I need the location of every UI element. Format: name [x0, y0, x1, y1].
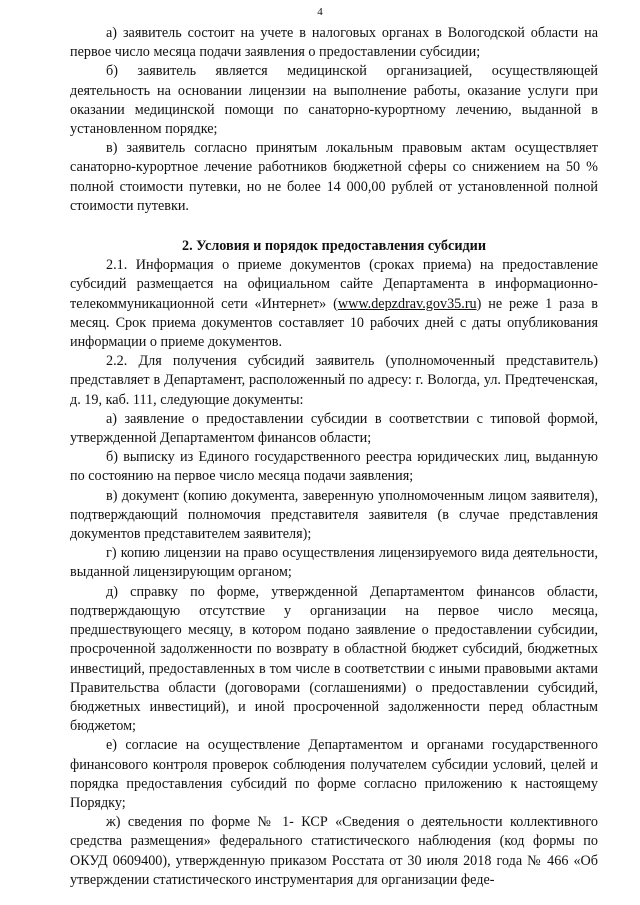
list-item: б) выписку из Единого государственного реестра юридических лиц, выданную по состоянию на первое число месяца подачи заявления; — [70, 449, 598, 485]
paragraph-2-1-text-before: 2.1. Информация о приеме документов (сроках приема) на предоставление субсидий размещается на официальном сайте Департамента в информационно-телекоммуникационной сети «Интернет» ( — [70, 257, 598, 312]
list-item: в) заявитель согласно принятым локальным правовым актам осуществляет санаторно-курортное лечение работников бюджетной сферы со снижением на 50 % полной стоимости путевки, но не более 14 000,00 рублей от установленной полной стоимости путевки. — [70, 140, 598, 214]
list-item: б) заявитель является медицинской организацией, осуществляющей деятельность на основании лицензии на выполнение работы, оказание услуги при оказании медицинской помощи по санаторно-курортному лечению, выданной в установленном порядке; — [70, 63, 598, 138]
list-item: г) копию лицензии на право осуществления лицензируемого вида деятельности, выданной лицензирующим органом; — [70, 545, 598, 581]
list-item: а) заявление о предоставлении субсидии в соответствии с типовой формой, утвержденной Департаментом финансов области; — [70, 410, 598, 447]
paragraph-2-2: 2.2. Для получения субсидий заявитель (уполномоченный представитель) представляет в Департамент, расположенный по адресу: г. Вологда, ул. Предтеченская, д. 19, каб. 111, следующие документы: — [70, 353, 598, 408]
paragraph-2-1 — [70, 256, 598, 352]
list-item: в) документ (копию документа, заверенную уполномоченным лицом заявителя), подтверждающий полномочия представителя заявителя (в случае представления документов представителем заявителя); — [70, 487, 598, 543]
paragraph-2-1-text-after: ) не реже 1 раза в месяц. Срок приема документов составляет 10 рабочих дней с даты опубликования информации о приеме документов. — [70, 295, 598, 351]
document-body — [70, 24, 598, 890]
list-item: е) согласие на осуществление Департаментом и органами государственного финансового контроля проверок соблюдения получателем субсидии условий, целей и порядка предоставления субсидий по форме согласно приложению к настоящему Порядку; — [70, 737, 598, 811]
page-number: 4 — [317, 6, 323, 18]
list-item: д) справку по форме, утвержденной Департаментом финансов области, подтверждающую отсутствие у организации на первое число месяца, предшествующего месяцу, в котором подано заявление о предоставлении субсидии, просроченной задолженности по возврату в областной бюджет субсидий, бюджетных инвестиций, предоставленных в том числе в соответствии с иными правовыми актами Правительства области (договорами (соглашениями) о предоставлении субсидий, бюджетных инвестиций), и иной просроченной задолженности перед областным бюджетом; — [70, 583, 598, 735]
section-heading: 2. Условия и порядок предоставления субсидии — [181, 238, 487, 255]
list-item: ж) сведения по форме № 1- КСР «Сведения о деятельности коллективного средства размещения» федерального статистического наблюдения (код формы по ОКУД 0609400), утвержденную приказом Росстата от 30 июля 2018 года № 466 «Об утверждении статистического инструментария для организации феде- — [70, 814, 598, 888]
spacer — [70, 216, 598, 237]
list-item: а) заявитель состоит на учете в налоговых органах в Вологодской области на первое число месяца подачи заявления о предоставлении субсидии; — [70, 25, 598, 61]
website-link[interactable]: www.depzdrav.gov35.ru — [337, 295, 477, 312]
